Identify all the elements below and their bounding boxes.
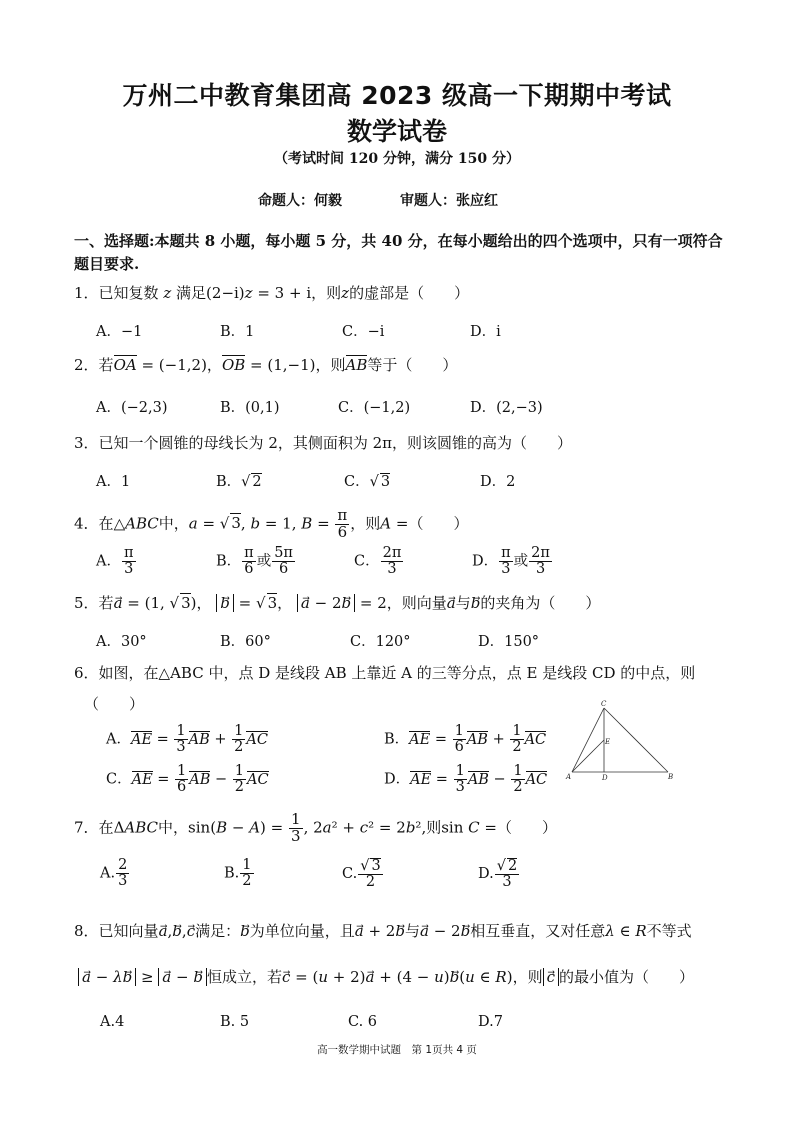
option-4d[interactable]: D． $\frac{\pi}{3}$ 或 $\frac{2\pi}{3}$ [472,545,550,578]
or-word: 或 [256,553,272,570]
option-3b[interactable]: B．√ 2 [216,474,262,490]
triangle-figure [564,700,676,784]
option-letter: D． [384,771,411,788]
option-letter: D. [478,866,494,883]
option-2b[interactable]: B．(0,1) [220,400,280,416]
option-letter: D． [472,553,499,570]
option-letter: B. [224,865,240,882]
option-3c[interactable]: C．√ 3 [344,474,391,490]
option-7a[interactable]: A. $\frac{2}{3}$ [100,857,128,890]
option-3d[interactable]: D．2 [480,474,516,490]
label-c: C [601,700,607,708]
question-text: 的虚部是（ ） [349,284,470,302]
option-8d[interactable]: D.7 [478,1014,503,1030]
option-letter: C． [344,474,370,490]
option-5b[interactable]: B．60° [220,634,271,650]
option-letter: B． [216,553,242,570]
question-6-paren: （ ） [84,695,145,713]
option-6b[interactable]: B．AE = $\frac{1}{6}$ AB + $\frac{1}{2}$ AC [384,723,547,756]
question-text: 的最小值为（ ） [558,968,694,986]
option-1d[interactable]: D．i [470,324,501,340]
question-2: 2．若OA = (−1,2)，OB = (1,−1)，则AB等于（ ） [74,356,458,374]
side-ac [572,708,604,772]
question-5: 5．若a⃗ = (1, √ 3)， b = √ 3， a⃗ − 2b = 2，则向量a与b的夹角为（ ） [74,594,601,612]
side-bc [604,708,668,772]
question-number: 7． [74,818,99,837]
question-text: ，则 [311,284,342,302]
question-number: 8． [74,922,99,940]
option-2a[interactable]: A．(−2,3) [96,400,168,416]
question-text: 如图，在△ABC 中，点 D 是线段 AB 上靠近 A 的三等分点，点 E 是线段 CD 的中点，则 [98,664,696,682]
question-text: 满足 [176,284,207,302]
question-text: 为单位向量，且 [249,922,355,940]
question-number: 6． [74,664,99,682]
question-4: 4．在△ABC中，a = √ 3, b = 1, B = $\frac{\pi}{6}$ ，则A =（ ） [74,506,469,541]
question-text: ，则向量 [386,594,447,612]
question-8-line2: a⃗ − λb ≥ a⃗ − b 恒成立，若c⃗ = (u + 2)a⃗ + (4 − u)b⃗(u ∈ R)，则 c 的最小值为（ ） [78,966,694,987]
question-text: 若 [98,356,114,374]
question-number: 1． [74,284,99,302]
option-5d[interactable]: D．150° [478,634,540,650]
question-text: 在 [98,514,114,533]
label-a: A [566,773,572,781]
option-6c[interactable]: C．AE = $\frac{1}{6}$ AB − $\frac{1}{2}$ AC [106,763,269,796]
option-4b[interactable]: B． $\frac{\pi}{6}$ 或 $\frac{5\pi}{6}$ [216,545,293,578]
setter: 命题人：何毅 [258,193,342,209]
option-letter: A. [100,865,116,882]
question-text: 相互垂直，又对任意 [470,922,606,940]
exam-title: 万州二中教育集团高 2023 级高一下期期中考试 [122,81,672,110]
question-text: 若 [98,594,114,612]
option-8b[interactable]: B. 5 [220,1014,250,1030]
option-6d[interactable]: D．AE = $\frac{1}{3}$ AB − $\frac{1}{2}$ AC [384,763,548,796]
option-1a[interactable]: A．−1 [96,324,143,340]
or-word: 或 [513,553,529,570]
label-d: D [602,774,608,782]
option-8a[interactable]: A.4 [100,1014,125,1030]
exam-subject-title: 数学试卷 [346,117,447,146]
question-7: 7．在ΔABC中，sin(B − A) = $\frac{1}{3}$ , 2a² + c² = 2b²,则sin C =（ ） [74,810,557,845]
question-text: ，则 [512,968,543,986]
option-letter: A． [96,553,121,570]
option-6a[interactable]: A．AE = $\frac{1}{3}$ AB + $\frac{1}{2}$ AC [106,723,268,756]
question-text: 已知向量 [98,922,159,940]
question-number: 3． [74,434,99,452]
option-2d[interactable]: D．(2,−3) [470,400,543,416]
option-7d[interactable]: D. $\frac{√ 2}{3}$ [478,858,518,891]
question-text: 在 [98,818,114,837]
question-text: 与 [404,922,420,940]
question-number: 5． [74,594,99,612]
question-text: ，则 [315,356,346,374]
question-8-line1: 8．已知向量a⃗,b⃗,c满足：b为单位向量，且a⃗ + 2b与a⃗ − 2b相互垂直，又对任意λ ∈ R不等式 [74,922,692,940]
option-3a[interactable]: A．1 [96,474,131,490]
question-text: 中， [158,514,189,533]
option-letter: B． [216,474,242,490]
label-b: B [668,773,674,781]
page-footer: 高一数学期中试题 第 1页共 4 页 [317,1044,477,1056]
question-text: 满足： [195,922,241,940]
segment-ae [572,740,604,772]
option-8c[interactable]: C. 6 [348,1014,378,1030]
section-heading: 一、选择题:本题共 8 小题，每小题 5 分，共 40 分，在每小题给出的四个选项中，只有一项符合题目要求. [74,232,723,273]
option-letter: A． [106,731,131,748]
exam-time-info: （考试时间 120 分钟，满分 150 分） [274,151,520,167]
question-1: 1．已知复数 z 满足(2−i)z = 3 + i，则z的虚部是（ ） [74,284,470,302]
option-4a[interactable]: A． $\frac{\pi}{3}$ [96,545,134,578]
question-number: 4． [74,514,99,533]
option-4c[interactable]: C． $\frac{2\pi}{3}$ [354,545,402,578]
option-2c[interactable]: C．(−1,2) [338,400,411,416]
option-5a[interactable]: A．30° [96,634,147,650]
question-text: 已知复数 [98,284,159,302]
option-7c[interactable]: C. $\frac{√ 3}{2}$ [342,858,381,891]
question-text: ，则 [350,514,381,533]
question-text: （ ） [408,514,469,533]
option-letter: C． [354,553,380,570]
question-text: 已知一个圆锥的母线长为 2，其侧面积为 2π，则该圆锥的高为（ ） [98,434,573,452]
question-text: 等于（ ） [367,356,458,374]
option-letter: B． [384,731,410,748]
authors-line [258,190,498,210]
question-text: 的夹角为（ ） [480,594,601,612]
question-text: 中， [158,818,189,837]
question-text: ,则 [421,818,442,837]
question-text: 与 [455,594,471,612]
option-letter: C. [342,866,358,883]
question-number: 2． [74,356,99,374]
option-letter: C． [106,771,132,788]
question-3 [74,432,572,453]
question-6 [74,662,695,683]
reviewer: 审题人：张应红 [400,193,498,209]
label-e: E [605,738,611,746]
question-text: （ ） [496,818,557,837]
option-5c[interactable]: C．120° [350,634,411,650]
option-1c[interactable]: C．−i [342,324,385,340]
option-7b[interactable]: B. $\frac{1}{2}$ [224,857,252,890]
question-text: 恒成立，若 [206,968,282,986]
question-text: 不等式 [646,922,692,940]
option-1b[interactable]: B．1 [220,324,255,340]
